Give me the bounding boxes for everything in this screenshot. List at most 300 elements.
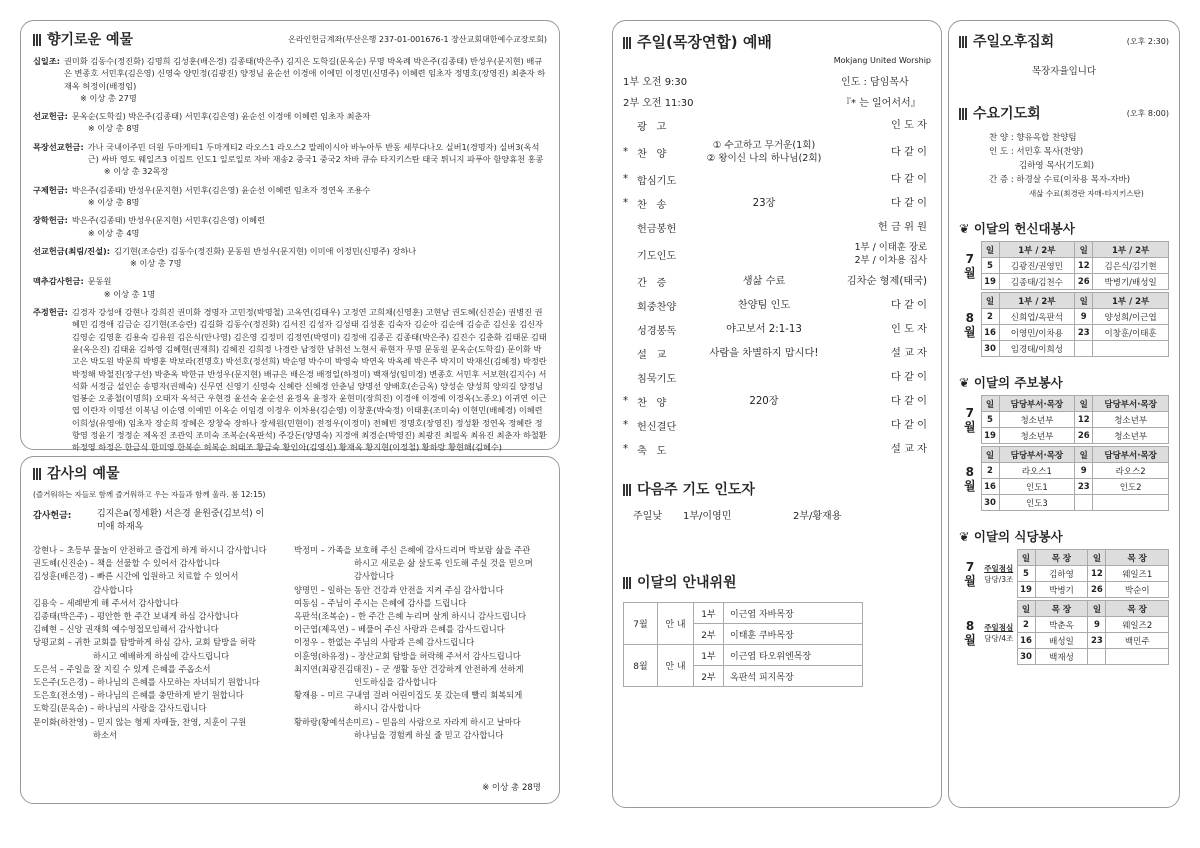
offering-label: 구제헌금: bbox=[33, 184, 68, 195]
thanks-line: 문이화(하찬영) – 믿지 않는 형제 자매들, 찬영, 지훈이 구원 bbox=[33, 716, 247, 727]
thanks-line: 도은주(도은경) – 하나님의 은혜를 사모하는 자녀되기 원합니다 bbox=[33, 677, 260, 688]
meal-tables bbox=[959, 549, 1169, 665]
worship-order bbox=[623, 113, 931, 461]
worship-star: * bbox=[623, 146, 629, 158]
schedule-table bbox=[959, 549, 1169, 598]
offering-names: 김기현(조승란) 김동수(정진화) 문동원 반성우(문지현) 이미애 이정민(신명주) 장하나 bbox=[114, 245, 417, 256]
offering-count: ※ 이상 총 8명 bbox=[87, 123, 140, 134]
worship-label: 광 고 bbox=[637, 121, 667, 133]
worship-item bbox=[623, 137, 931, 167]
schedule-head: 일 bbox=[1088, 550, 1106, 566]
schedule-cell: 청소년부 bbox=[1093, 412, 1169, 428]
worship-middle: 야고보서 2:1-13 bbox=[726, 323, 802, 335]
thanks-line: 하시고 예배하게 하심에 감사드립니다 bbox=[93, 650, 230, 661]
sunday-pm-text: 목장자율입니다 bbox=[1031, 66, 1097, 77]
offering-label: 맥추감사헌금: bbox=[33, 276, 84, 287]
sunday-pm-title: 주일오후집회 bbox=[959, 31, 1054, 51]
worship-time-1 bbox=[623, 73, 931, 88]
thanks-line: 하시니 감사합니다 bbox=[354, 703, 421, 714]
worship-right: 인 도 자 bbox=[891, 323, 927, 335]
leaf-icon: ❦ bbox=[959, 529, 974, 544]
offering-box bbox=[20, 20, 560, 453]
offering-body bbox=[72, 306, 547, 466]
thanks-line: 도학길(문옥순) – 하나님의 사랑을 감사드립니다 bbox=[33, 703, 207, 714]
sunday-pm-time: (오후 2:30) bbox=[1126, 36, 1169, 46]
leaf-icon: ❦ bbox=[959, 221, 974, 236]
thanks-line: 여동심 – 주님이 주시는 은혜에 감사를 드립니다 bbox=[294, 597, 467, 608]
schedule-cell bbox=[1093, 495, 1169, 511]
worship-star: * bbox=[623, 395, 629, 407]
meal-label-main: 주일점심 bbox=[984, 563, 1014, 573]
meal-title: ❦ 이달의 식당봉사 bbox=[959, 529, 1063, 544]
worship-label: 기도인도 bbox=[637, 250, 677, 262]
offering-count: ※ 이상 총 1명 bbox=[103, 288, 156, 299]
schedule-header bbox=[959, 447, 1169, 463]
offering-count: ※ 이상 총 4명 bbox=[87, 227, 140, 238]
schedule-cell: 박병기/배성일 bbox=[1093, 274, 1169, 290]
worship-star: * bbox=[623, 443, 629, 455]
bullet-icon bbox=[623, 577, 632, 589]
schedule-head: 일 bbox=[1017, 601, 1035, 617]
thanks-box bbox=[20, 456, 560, 804]
offering-names: 문동원 bbox=[87, 276, 112, 287]
worship-right: 설 교 자 bbox=[891, 347, 927, 359]
leaf-icon: ❦ bbox=[959, 375, 974, 390]
worship-right: 1부 / 이태훈 장로 2부 / 이차용 집사 bbox=[854, 242, 927, 266]
online-account: 온라인헌금계좌(부산은행 237-01-001676-1 장산교회대한예수교장로회) bbox=[288, 34, 547, 44]
next-prayer-row bbox=[623, 507, 931, 522]
bullet-icon bbox=[959, 36, 968, 48]
schedule-cell: 박병기 bbox=[1035, 582, 1088, 598]
offering-section bbox=[33, 184, 547, 209]
worship-right: 다 같 이 bbox=[891, 395, 927, 407]
time-2: 2부 오전 11:30 bbox=[623, 98, 694, 109]
worship-right: 헌 금 위 원 bbox=[877, 221, 927, 233]
worship-right: 다 같 이 bbox=[891, 173, 927, 185]
worship-item bbox=[623, 167, 931, 191]
schedule-cell: 박순이 bbox=[1106, 582, 1169, 598]
offering-section bbox=[33, 110, 547, 135]
schedule-cell: 12 bbox=[1088, 566, 1106, 582]
thanks-line: 권도혜(신진순) – 책을 선물할 수 있어서 감사합니다 bbox=[33, 558, 220, 569]
schedule-cell: 김종태/김천수 bbox=[999, 274, 1075, 290]
schedule-head: 일 bbox=[1088, 601, 1106, 617]
schedule-cell: 김광진/권영민 bbox=[999, 258, 1075, 274]
offering-body bbox=[72, 184, 547, 209]
thanks-line: 이근엽(제옥연) – 베풀어 주신 사랑과 은혜를 감사드립니다 bbox=[294, 624, 505, 635]
offering-names: 권미화 김동수(정진화) 김명희 김성훈(배은경) 김종태(박은주) 김지은 도학길(문옥순) 무명 박옥례 박은주(김종태) 반성우(문지현) 배규은 변종호 서민후(김은영) 신영숙 양민정(김광진) 양정님 윤순선 이경애 이에민 이정민(신명주) 이혜련 임초자 정명호(장영진) 최춘자 하재옥 허정이(배정임) bbox=[64, 56, 546, 91]
schedule-head: 일 bbox=[981, 242, 999, 258]
schedule-cell bbox=[1075, 495, 1093, 511]
thanks-col-1 bbox=[33, 544, 286, 742]
schedule-cell: 26 bbox=[1075, 428, 1093, 444]
offering-section bbox=[33, 55, 547, 104]
usher-part: 1부 bbox=[694, 645, 724, 666]
service-tables bbox=[959, 241, 1169, 357]
wed-line: 김하영 목사(기도회) bbox=[1019, 161, 1095, 171]
schedule-head: 목 장 bbox=[1035, 550, 1088, 566]
wed-line: 찬 양 : 향유옥합 찬양팀 bbox=[989, 133, 1077, 143]
offering-count: ※ 이상 총 8명 bbox=[87, 196, 140, 207]
thanks-line: 김종태(박은주) – 평안한 한 주간 보내게 하심 감사합니다 bbox=[33, 611, 239, 622]
meal-label-sub: 담당/4조 bbox=[984, 633, 1014, 643]
schedule-cell: 이영민/이차용 bbox=[999, 325, 1075, 341]
worship-item bbox=[623, 215, 931, 239]
schedule-cell: 9 bbox=[1075, 463, 1093, 479]
thanks-line: 하소서 bbox=[93, 729, 118, 740]
thanks-line: 당평교회 – 귀한 교회를 탐방하게 하심 감사, 교회 탐방을 허락 bbox=[33, 637, 256, 648]
schedule-head: 일 bbox=[1075, 242, 1093, 258]
thanks-line: 황재용 – 미르 구내염 걸려 어린이집도 못 갔는데 빨리 회복되게 bbox=[294, 690, 523, 701]
offering-section bbox=[33, 306, 547, 466]
wed-line: 인 도 : 서민후 목사(찬양) bbox=[989, 147, 1084, 157]
schedule-table bbox=[959, 241, 1169, 290]
usher-part: 2부 bbox=[694, 624, 724, 645]
offering-body bbox=[64, 55, 547, 104]
offering-title: 향기로운 예물 bbox=[33, 29, 133, 49]
thanks-col-2 bbox=[294, 544, 547, 742]
wed-title: 수요기도회 bbox=[959, 103, 1041, 123]
schedule-cell: 2 bbox=[981, 463, 999, 479]
schedule-cell bbox=[1088, 649, 1106, 665]
worship-subtitle: Mokjang United Worship bbox=[833, 56, 931, 65]
worship-time-2 bbox=[623, 94, 931, 109]
schedule-head: 목 장 bbox=[1106, 550, 1169, 566]
schedule-cell: 배성일 bbox=[1035, 633, 1088, 649]
schedule-head: 일 bbox=[981, 293, 999, 309]
thanks-title: 감사의 예물 bbox=[33, 463, 547, 483]
schedule-cell bbox=[1106, 649, 1169, 665]
offering-names: 박은주(김종태) 반성우(문지현) 서민후(김은영) 이혜련 bbox=[71, 215, 265, 226]
worship-star: * bbox=[623, 173, 629, 185]
schedule-cell: 임경태/이희성 bbox=[999, 341, 1075, 357]
schedule-cell: 라오스2 bbox=[1093, 463, 1169, 479]
worship-right: 다 같 이 bbox=[891, 371, 927, 383]
schedule-head: 일 bbox=[1075, 396, 1093, 412]
schedule-table bbox=[959, 600, 1169, 665]
worship-label: 헌금봉헌 bbox=[637, 223, 677, 235]
worship-star: * bbox=[623, 197, 629, 209]
worship-right: 다 같 이 bbox=[891, 197, 927, 209]
leader-note: 『* 는 일어서서』 bbox=[841, 98, 921, 109]
schedule-head: 일 bbox=[981, 396, 999, 412]
thanks-line: 최지연(최광진김태진) – 군 생활 동안 건강하게 안전하게 선하게 bbox=[294, 663, 524, 674]
worship-right: 설 교 자 bbox=[891, 443, 927, 455]
offering-body bbox=[72, 214, 547, 239]
schedule-cell: 19 bbox=[1017, 582, 1035, 598]
thanks-line: 도은호(전소영) – 하나님의 은혜를 충만하게 받기 원합니다 bbox=[33, 690, 244, 701]
thanks-names: 김지은a(정세환) 서은경 윤원중(김보석) 이미애 하재옥 bbox=[97, 509, 265, 532]
schedule-head: 담당부서·목장 bbox=[999, 396, 1075, 412]
schedule-cell: 26 bbox=[1075, 274, 1093, 290]
schedule-header bbox=[959, 293, 1169, 309]
schedule-header bbox=[959, 550, 1169, 566]
worship-right: 다 같 이 bbox=[891, 146, 927, 158]
wed-header bbox=[959, 103, 1169, 123]
schedule-head: 일 bbox=[981, 447, 999, 463]
bullet-icon bbox=[623, 484, 632, 496]
schedule-cell: 5 bbox=[1017, 566, 1035, 582]
usher-title: 이달의 안내위원 bbox=[623, 572, 931, 592]
schedule-head: 목 장 bbox=[1106, 601, 1169, 617]
schedule-cell: 16 bbox=[981, 479, 999, 495]
meal-label bbox=[981, 601, 1017, 665]
bullet-icon bbox=[33, 468, 42, 480]
schedule-head: 일 bbox=[1075, 293, 1093, 309]
offering-section bbox=[33, 275, 547, 300]
offering-label: 목장선교헌금: bbox=[33, 141, 84, 152]
worship-label: 간 증 bbox=[637, 277, 667, 289]
offering-names: 가나 국내이주민 더원 두마게티1 두마게티2 라오스1 라오스2 말레이시아 바누아투 반동 세부다나오 실버1(경명자) 실버3(옥석근) 싸바 영도 웨일즈3 이집트 인도1 일로일로 자바 재송2 중국1 중국2 차바 큐슈 타지키스탄 태국 튀니지 파푸아 함양휴천 홍콩 bbox=[87, 141, 544, 165]
schedule-cell: 30 bbox=[1017, 649, 1035, 665]
schedule-month: 8 월 bbox=[963, 464, 976, 493]
offering-body bbox=[72, 110, 547, 135]
offering-count: ※ 이상 총 27명 bbox=[80, 92, 137, 103]
schedule-cell: 신희업/옥판석 bbox=[999, 309, 1075, 325]
schedule-table bbox=[959, 395, 1169, 444]
schedule-header bbox=[959, 242, 1169, 258]
leader: 인도 : 담임목사 bbox=[841, 77, 909, 88]
offering-count: ※ 이상 총 32목장 bbox=[103, 166, 169, 177]
schedule-cell: 청소년부 bbox=[999, 428, 1075, 444]
offering-section bbox=[33, 141, 547, 178]
usher-table bbox=[623, 602, 863, 687]
offering-section bbox=[33, 214, 547, 239]
usher-role: 안 내 bbox=[658, 603, 694, 645]
schedule-cell: 백민주 bbox=[1106, 633, 1169, 649]
worship-right: 다 같 이 bbox=[891, 419, 927, 431]
thanks-line: 인도하심을 감사합니다 bbox=[354, 677, 437, 688]
usher-part: 2부 bbox=[694, 666, 724, 687]
worship-item bbox=[623, 389, 931, 413]
usher-row bbox=[624, 645, 863, 666]
meal-label-main: 주일점심 bbox=[984, 622, 1014, 632]
schedule-row bbox=[959, 495, 1169, 511]
next-2: 2부/황재용 bbox=[793, 511, 842, 522]
schedule-head: 1부 / 2부 bbox=[999, 293, 1075, 309]
thanks-line: 도은석 – 주일을 잘 지킬 수 있게 은혜를 주옵소서 bbox=[33, 663, 211, 674]
schedule-cell: 백재성 bbox=[1035, 649, 1088, 665]
worship-right: 다 같 이 bbox=[891, 299, 927, 311]
thanks-count: ※ 이상 총 28명 bbox=[482, 783, 541, 793]
worship-item bbox=[623, 269, 931, 293]
schedule-row bbox=[959, 341, 1169, 357]
thanks-line: 양명민 – 일하는 동안 건강과 안전을 지켜 주심 감사합니다 bbox=[294, 584, 504, 595]
service-title: ❦ 이달의 헌신대봉사 bbox=[959, 221, 1075, 236]
thanks-line: 강현나 – 초등부 물놀이 안전하고 즐겁게 하게 하시니 감사합니다 bbox=[33, 545, 267, 555]
usher-month: 7월 bbox=[624, 603, 658, 645]
worship-label: 찬 송 bbox=[637, 199, 667, 211]
time-1: 1부 오전 9:30 bbox=[623, 77, 688, 88]
offering-names: 김경자 강성애 강현나 강희진 권미화 경명자 고민정(박명철) 고옥연(김태우) 고정연 고희채(신영훈) 고현남 권도혜(신진순) 권병진 권혜민 김경애 김금순 김기현(조승란) 김길화 김동수(정진화) 김서진 김성자 김성태 김성훈 김숙자 김순아 김순애 김승준 김신웅 김신자 김영순 김영훈 김용숙 김유원 김은식(안나영) 김은영 김정미 김정연(박영미) 김정애 김종곤 김종태(박은주) 김진수 김춘화 김태문 김태윤(옥은진) 김태윤 김하영 김혜현(권재희) 김혜진 김희정 나경란 남정한 남취선 노현서 류현자 무명 문동원 문옥순(도학길) 문이화 박고은 박도원 박문희 박병훈 박보라(전명호) 박선호(정선희) 박순영 박수미 박영숙 박연옥 박옥례 박은주 박지미 박재신(김혜정) 박정란 박정해 박철진(장구선) 박춘옥 박한규 반성우(문지현) 배규은 배은경 배정일(하정미) 백재성(임미경) 변종호 서민후 서보현(김지수) 서석화 서정금 설인순 송명자(권해숙) 신무연 신영기 신영숙 신혜란 신혜경 안춘님 양명선 양배호(손금옥) 양성순 양성희 양의길 양정님 엄봉순 오종철(이명희) 오태자 옥석근 우현경 윤선숙 윤순선 윤정옥 윤정자 윤현미(장희진) 이경애 이경예 이경옥(노종오) 이귀연 이근엽 이란자 이명선 이복님 이순영 이예민 이옥순 이임경 이정우 이차용(김순영) 이창훈(박숙정) 이태훈(조미숙) 이현민(배혜경) 이혜련 이희성(유영애) 임초자 장순희 장혜은 장창숙 장하나 장세원(민현이) 전정우(이정미) 전혜빈 정명호(장영진) 정성환 정연옥 정혜란 정향영 정윤기 정정순 제옥진 조관익 조미숙 조복순(옥판석) 주강돈(양명숙) 지경애 최경순(박영진) 최광진 최필옥 최유진 최춘자 하철환 하정영 하정은 한금식 한미영 한복순 허복순 허태조 황금숙 황인아(김영신) 황재옥 황지현(이정철) 황하랑 황현해(김혜수) bbox=[71, 307, 547, 453]
schedule-table bbox=[959, 446, 1169, 511]
schedule-head: 일 bbox=[1075, 447, 1093, 463]
schedule-row bbox=[959, 412, 1169, 428]
worship-item bbox=[623, 437, 931, 461]
worship-label: 찬 양 bbox=[637, 397, 667, 409]
thanks-line: 황하랑(황예석손미르) – 믿음의 사람으로 자라게 하시고 날마다 bbox=[294, 716, 521, 727]
schedule-head: 담당부서·목장 bbox=[1093, 396, 1169, 412]
schedule-box bbox=[948, 20, 1180, 808]
thanks-columns bbox=[33, 544, 547, 742]
worship-item bbox=[623, 365, 931, 389]
schedule-cell: 이창훈/이태훈 bbox=[1093, 325, 1169, 341]
worship-label: 합심기도 bbox=[637, 175, 677, 187]
schedule-row bbox=[959, 258, 1169, 274]
schedule-month: 8 월 bbox=[964, 618, 976, 647]
worship-right: 김차순 형제(태국) bbox=[846, 275, 927, 287]
offering-label: 십일조: bbox=[33, 56, 61, 66]
schedule-cell: 23 bbox=[1075, 325, 1093, 341]
schedule-cell: 19 bbox=[981, 274, 999, 290]
next-label: 주일낮 bbox=[633, 511, 662, 522]
worship-middle: 220장 bbox=[749, 395, 779, 407]
usher-part: 1부 bbox=[694, 603, 724, 624]
schedule-head: 1부 / 2부 bbox=[1093, 293, 1169, 309]
schedule-cell bbox=[1093, 341, 1169, 357]
schedule-header bbox=[959, 396, 1169, 412]
schedule-cell: 인도3 bbox=[999, 495, 1075, 511]
usher-name: 이근엽 자바목장 bbox=[724, 603, 863, 624]
worship-item bbox=[623, 341, 931, 365]
schedule-cell: 박춘옥 bbox=[1035, 617, 1088, 633]
schedule-cell: 인도2 bbox=[1093, 479, 1169, 495]
thanks-verse: (즐거워하는 자들로 함께 즐거워하고 우는 자들과 함께 울라. 롬 12:15) bbox=[33, 490, 266, 499]
schedule-cell: 9 bbox=[1088, 617, 1106, 633]
thanks-line: 김혜현 – 신앙 권재희 예수영접모임해서 감사합니다 bbox=[33, 624, 219, 635]
worship-middle: 찬양팀 인도 bbox=[737, 299, 791, 311]
schedule-cell: 12 bbox=[1075, 412, 1093, 428]
usher-name: 이태훈 쿠바목장 bbox=[724, 624, 863, 645]
schedule-row bbox=[959, 274, 1169, 290]
schedule-cell: 30 bbox=[981, 495, 999, 511]
worship-middle: 사람을 차별하지 맙시다! bbox=[709, 347, 819, 359]
offering-section bbox=[33, 245, 547, 270]
worship-item bbox=[623, 113, 931, 137]
thanks-line: 이훈영(하유정) – 장산교회 탐방을 허락해 주셔서 감사드립니다 bbox=[294, 650, 521, 661]
schedule-cell: 9 bbox=[1075, 309, 1093, 325]
thanks-offering bbox=[33, 508, 547, 534]
offering-label: 선교헌금(최림/진설): bbox=[33, 245, 111, 256]
worship-label: 헌신결단 bbox=[637, 421, 677, 433]
meal-label bbox=[981, 550, 1017, 598]
schedule-cell: 김은식/김기현 bbox=[1093, 258, 1169, 274]
wed-line: 간 증 : 하경살 수료(이차용 목자-자바) bbox=[989, 175, 1131, 185]
thanks-line: 김성훈(배은경) – 빠른 시간에 입원하고 치료할 수 있어서 bbox=[33, 571, 239, 582]
schedule-row bbox=[959, 325, 1169, 341]
offering-names: 문옥순(도학길) 박은주(김종태) 서민후(김은영) 윤순선 이경애 이혜련 임초자 최춘자 bbox=[71, 111, 371, 122]
thanks-line: 김용숙 – 세례받게 해 주셔서 감사합니다 bbox=[33, 597, 179, 608]
thanks-line: 감사합니다 bbox=[93, 584, 134, 595]
schedule-cell: 12 bbox=[1075, 258, 1093, 274]
worship-item bbox=[623, 191, 931, 215]
schedule-cell: 웨일즈2 bbox=[1106, 617, 1169, 633]
schedule-row bbox=[959, 463, 1169, 479]
schedule-cell: 청소년부 bbox=[999, 412, 1075, 428]
next-prayer-title: 다음주 기도 인도자 bbox=[623, 479, 931, 499]
worship-middle: 23장 bbox=[752, 197, 776, 209]
schedule-month: 7 월 bbox=[964, 559, 976, 588]
wed-time: (오후 8:00) bbox=[1126, 108, 1169, 118]
thanks-line: 박정미 – 가족을 보호해 주신 은혜에 감사드리며 박보람 삶을 주관 bbox=[294, 545, 531, 555]
offering-body bbox=[88, 141, 547, 178]
schedule-row bbox=[959, 309, 1169, 325]
offering-names: 박은주(김종태) 반성우(문지현) 서민후(김은영) 윤순선 이혜련 임초자 정연옥 조용수 bbox=[71, 184, 371, 195]
worship-label: 축 도 bbox=[637, 445, 667, 457]
schedule-month: 7 월 bbox=[963, 405, 976, 434]
schedule-head: 1부 / 2부 bbox=[999, 242, 1075, 258]
schedule-row bbox=[959, 479, 1169, 495]
schedule-head: 담당부서·목장 bbox=[999, 447, 1075, 463]
worship-box bbox=[612, 20, 942, 808]
schedule-cell: 김하영 bbox=[1035, 566, 1088, 582]
schedule-month: 7 월 bbox=[963, 251, 976, 280]
thanks-line: 하나님을 경험케 하실 줄 믿고 감사합니다 bbox=[354, 729, 504, 740]
offering-label: 주정헌금: bbox=[33, 307, 68, 318]
schedule-cell: 23 bbox=[1075, 479, 1093, 495]
schedule-cell: 5 bbox=[981, 412, 999, 428]
schedule-cell: 30 bbox=[981, 341, 999, 357]
worship-middle: 생삶 수료 bbox=[742, 275, 786, 287]
offering-count: ※ 이상 총 7명 bbox=[130, 258, 182, 269]
worship-label: 설 교 bbox=[637, 349, 667, 361]
thanks-label: 감사헌금: bbox=[33, 511, 72, 521]
schedule-table bbox=[959, 292, 1169, 357]
worship-right: 인 도 자 bbox=[891, 119, 927, 131]
worship-label: 침묵기도 bbox=[637, 373, 677, 385]
thanks-line: 이정우 – 한없는 주님의 사랑과 은혜 감사드립니다 bbox=[294, 637, 475, 648]
schedule-cell: 인도1 bbox=[999, 479, 1075, 495]
usher-month: 8월 bbox=[624, 645, 658, 687]
schedule-cell: 2 bbox=[981, 309, 999, 325]
usher-row bbox=[624, 603, 863, 624]
worship-label: 회중찬양 bbox=[637, 301, 677, 313]
bulletin-tables bbox=[959, 395, 1169, 511]
wed-line: 새삶 수료(최경란 자매-타지키스탄) bbox=[1029, 189, 1144, 198]
schedule-cell: 19 bbox=[981, 428, 999, 444]
usher-role: 안 내 bbox=[658, 645, 694, 687]
thanks-line: 감사합니다 bbox=[354, 571, 395, 582]
usher-name: 옥판석 피지목장 bbox=[724, 666, 863, 687]
usher-name: 이근엽 타오위엔목장 bbox=[724, 645, 863, 666]
schedule-cell: 26 bbox=[1088, 582, 1106, 598]
bullet-icon bbox=[623, 37, 632, 49]
schedule-cell: 양성희/이근엽 bbox=[1093, 309, 1169, 325]
worship-item bbox=[623, 413, 931, 437]
schedule-cell: 라오스1 bbox=[999, 463, 1075, 479]
worship-title: 주일(목장연합) 예배 bbox=[623, 31, 931, 52]
schedule-cell: 2 bbox=[1017, 617, 1035, 633]
offering-label: 장학헌금: bbox=[33, 215, 68, 226]
offering-sections bbox=[33, 55, 547, 466]
worship-label: 성경봉독 bbox=[637, 325, 677, 337]
bullet-icon bbox=[33, 34, 42, 46]
schedule-cell: 16 bbox=[981, 325, 999, 341]
worship-item bbox=[623, 239, 931, 269]
next-1: 1부/이영민 bbox=[683, 511, 732, 522]
worship-item bbox=[623, 293, 931, 317]
schedule-head: 일 bbox=[1017, 550, 1035, 566]
sunday-pm-header bbox=[959, 31, 1169, 51]
schedule-cell: 청소년부 bbox=[1093, 428, 1169, 444]
schedule-cell: 16 bbox=[1017, 633, 1035, 649]
worship-item bbox=[623, 317, 931, 341]
worship-star: * bbox=[623, 419, 629, 431]
meal-label-sub: 담당/3조 bbox=[984, 574, 1014, 584]
schedule-header bbox=[959, 601, 1169, 617]
offering-body bbox=[88, 275, 547, 300]
bulletin-title: ❦ 이달의 주보봉사 bbox=[959, 375, 1063, 390]
